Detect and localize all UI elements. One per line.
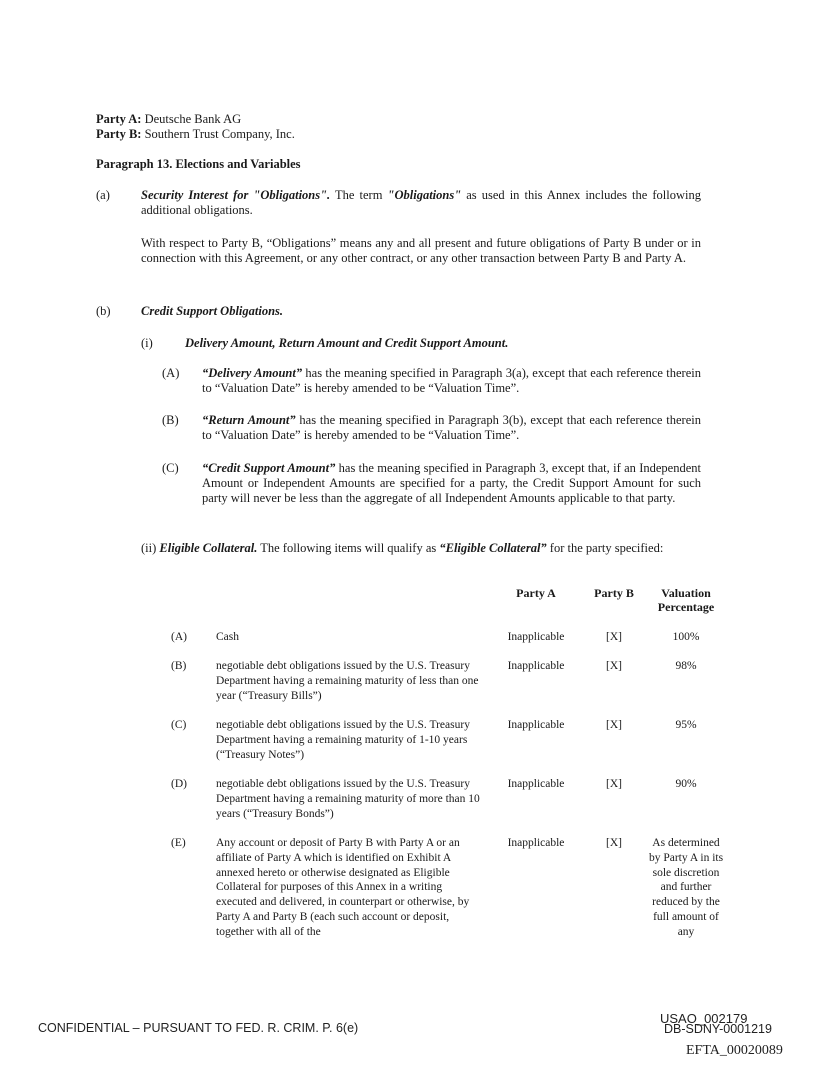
table-row-description: negotiable debt obligations issued by the U.S. Treasury Department having a remaining maturity of more than 10 years (“Treasury Bonds”)	[216, 778, 480, 820]
item-c-paragraph	[202, 461, 701, 506]
subsection-ii-term: “Eligible Collateral”	[439, 541, 547, 555]
party-a-line	[96, 112, 241, 127]
table-row-marker: (E)	[171, 837, 186, 849]
item-c-text: has the meaning specified in Paragraph 3, except that, if an Independent Amount or Independent Amounts are specified for a party, the Credit Support Amount for such party will never be less than the aggregate of all Independent Amounts applicable to that party.	[202, 461, 701, 505]
party-b-label: Party B:	[96, 127, 142, 141]
subsection-ii-title: Eligible Collateral.	[159, 541, 258, 555]
section-a-text2: as used in this Annex includes the following additional obligations.	[141, 188, 702, 217]
item-b-paragraph	[202, 413, 701, 443]
table-row-party-a: Inapplicable	[507, 778, 565, 790]
table-row-party-b: [X]	[606, 837, 622, 849]
section-a-title: Security Interest for "Obligations".	[141, 188, 331, 202]
table-row-party-b: [X]	[606, 660, 622, 672]
section-a-marker: (a)	[96, 188, 110, 202]
column-header-party-b: Party B	[594, 586, 634, 600]
usao-bates-number: USAO_002179	[660, 1011, 748, 1026]
item-a-marker: (A)	[162, 366, 180, 380]
table-row-description: negotiable debt obligations issued by the U.S. Treasury Department having a remaining maturity of 1-10 years (“Treasury Notes”)	[216, 719, 470, 761]
table-row-party-b: [X]	[606, 778, 622, 790]
section-b-marker: (b)	[96, 304, 111, 318]
section-a-term: "Obligations"	[387, 188, 462, 202]
table-row-valuation: 98%	[675, 660, 697, 672]
subsection-ii-text1: The following items will qualify as	[257, 541, 440, 555]
table-row-party-b: [X]	[606, 631, 622, 643]
item-c-term: “Credit Support Amount”	[202, 461, 336, 475]
party-b-line	[96, 127, 295, 142]
party-a-value: Deutsche Bank AG	[144, 112, 242, 126]
table-row-description: Cash	[216, 631, 239, 643]
column-header-party-a: Party A	[516, 586, 556, 600]
party-b-value: Southern Trust Company, Inc.	[144, 127, 295, 141]
item-c-marker: (C)	[162, 461, 179, 475]
column-header-valuation-line1: Valuation	[661, 586, 711, 600]
paragraph-heading: Paragraph 13. Elections and Variables	[96, 157, 301, 171]
table-row-description: Any account or deposit of Party B with Party A or an affiliate of Party A which is identified on Exhibit A annexed hereto or otherwise designated as Eligible Collateral for purposes of this Annex in a writing executed and delivered, in counterpart or otherwise, by Party A and Party B (each such account or deposit, together with all of the	[216, 837, 470, 938]
table-row-marker: (A)	[171, 631, 187, 643]
item-a-term: “Delivery Amount”	[202, 366, 303, 380]
party-a-label: Party A:	[96, 112, 142, 126]
item-b-text: has the meaning specified in Paragraph 3(b), except that each reference therein to “Valuation Date” is hereby amended to be “Valuation Time”.	[202, 413, 701, 442]
subsection-i-title: Delivery Amount, Return Amount and Credit Support Amount.	[185, 336, 509, 350]
table-row-marker: (B)	[171, 660, 187, 672]
section-a-obligations-definition: With respect to Party B, “Obligations” means any and all present and future obligations of Party B under or in connection with this Agreement, or any other contract, or any other transaction between Party B and Party A.	[141, 236, 701, 265]
item-a-text: has the meaning specified in Paragraph 3(a), except that each reference therein to “Valuation Date” is hereby amended to be “Valuation Time”.	[202, 366, 701, 395]
efta-bates-number: EFTA_00020089	[686, 1043, 783, 1058]
table-row-valuation: 100%	[672, 631, 700, 643]
table-row-marker: (C)	[171, 719, 187, 731]
table-row-party-a: Inapplicable	[507, 660, 565, 672]
table-row-description: negotiable debt obligations issued by the U.S. Treasury Department having a remaining maturity of less than one year (“Treasury Bills”)	[216, 660, 479, 702]
table-row-party-a: Inapplicable	[507, 719, 565, 731]
table-row-party-a: Inapplicable	[507, 837, 565, 849]
table-row-marker: (D)	[171, 778, 187, 790]
subsection-ii-text2: for the party specified:	[546, 541, 664, 555]
table-row-party-a: Inapplicable	[507, 631, 565, 643]
section-b-title: Credit Support Obligations.	[141, 304, 284, 318]
subsection-i-marker: (i)	[141, 336, 153, 350]
column-header-valuation	[646, 586, 726, 614]
confidential-notice: CONFIDENTIAL – PURSUANT TO FED. R. CRIM. P. 6(e)	[38, 1021, 359, 1035]
item-b-term: “Return Amount”	[202, 413, 296, 427]
db-bates-number: DB-SDNY-0001219	[664, 1022, 772, 1036]
item-a-paragraph	[202, 366, 701, 396]
subsection-ii-marker: (ii)	[141, 541, 157, 555]
table-row-party-b: [X]	[606, 719, 622, 731]
item-b-marker: (B)	[162, 413, 179, 427]
table-row-valuation: As determined by Party A in its sole discretion and further reduced by the full amount of any	[648, 837, 724, 938]
subsection-ii-paragraph	[141, 541, 701, 556]
column-header-valuation-line2: Percentage	[657, 600, 715, 614]
section-a-text1: The term	[330, 188, 388, 202]
section-a-paragraph	[141, 188, 701, 218]
table-row-valuation: 90%	[675, 778, 697, 790]
table-row-valuation: 95%	[675, 719, 697, 731]
